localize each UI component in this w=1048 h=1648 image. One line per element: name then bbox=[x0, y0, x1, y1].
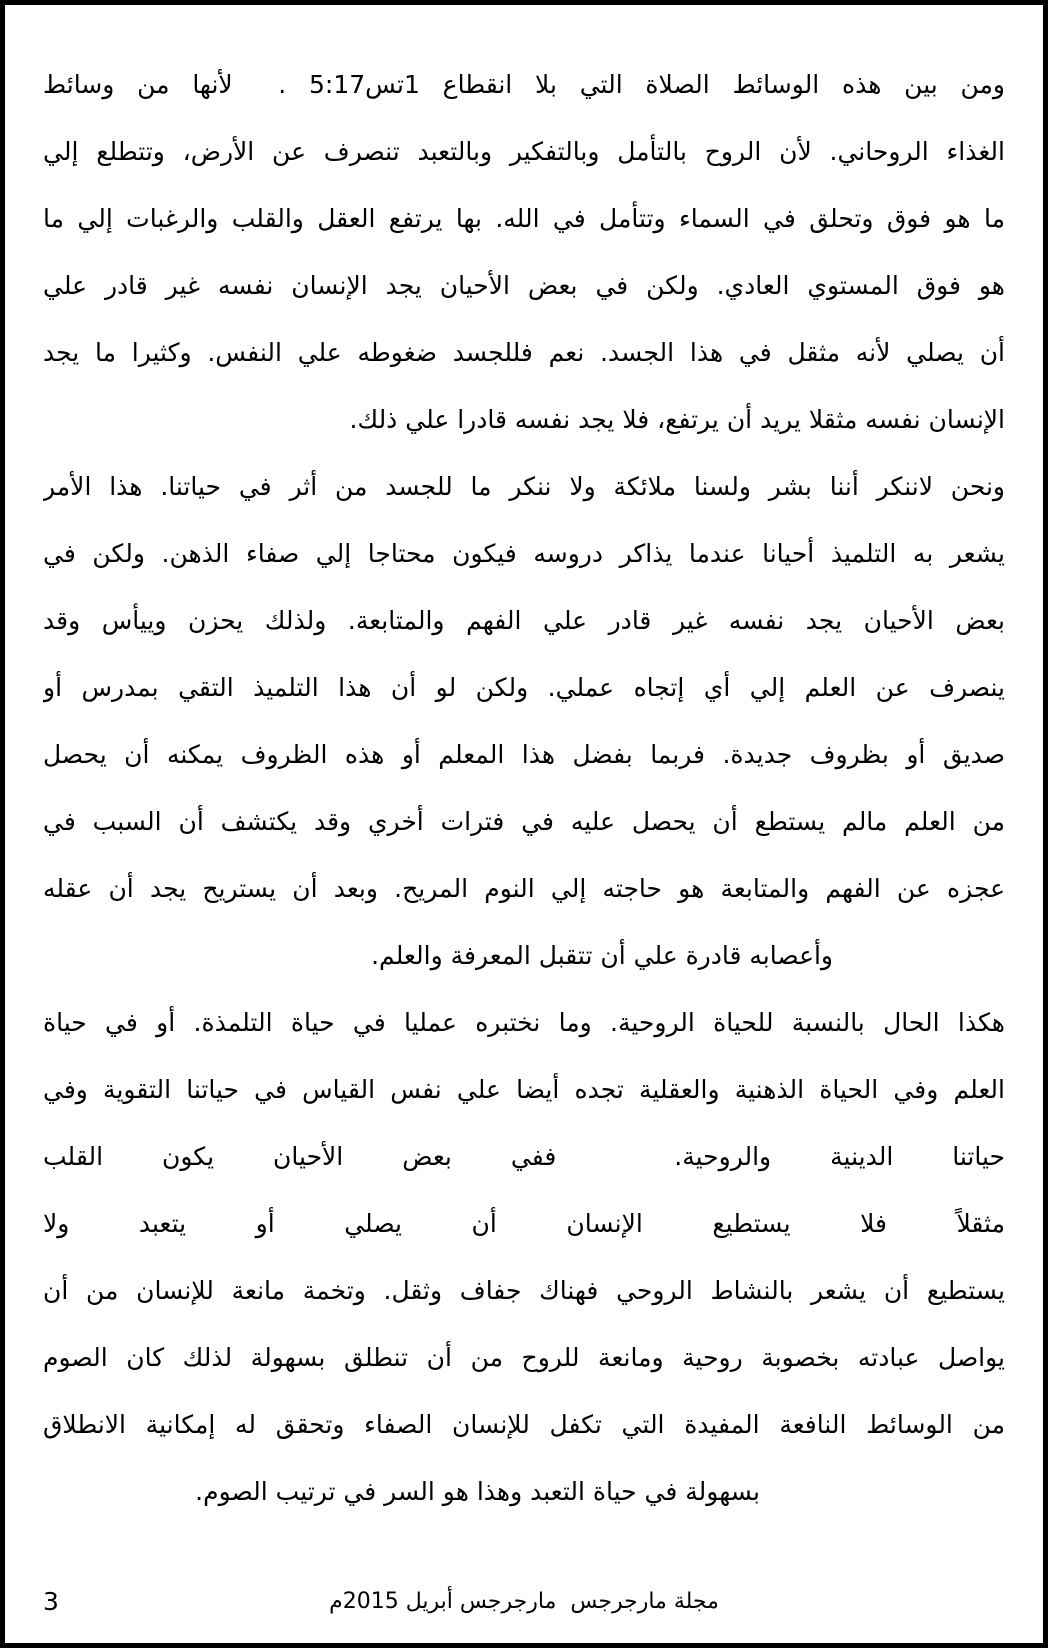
text-line: ومن بين هذه الوسائط الصلاة التي بلا انقطاع 1تس5:17 . لأنها من وسائط bbox=[43, 70, 1005, 99]
text-line: العلم وفي الحياة الذهنية والعقلية تجده أيضا علي نفس القياس في حياتنا التقوية وفي bbox=[43, 1075, 1005, 1104]
text-line: من الوسائط النافعة المفيدة التي تكفل للإنسان الصفاء وتحقق له إمكانية الانطلاق bbox=[43, 1410, 1005, 1439]
text-line: مثقلاً فلا يستطيع الإنسان أن يصلي أو يتعبد ولا bbox=[43, 1209, 1005, 1238]
text-line: بعض الأحيان يجد نفسه غير قادر علي الفهم والمتابعة. ولذلك يحزن وييأس وقد bbox=[43, 606, 1005, 635]
text-line: حياتنا الدينية والروحية. ففي بعض الأحيان يكون القلب bbox=[43, 1142, 1005, 1171]
page-number: 3 bbox=[43, 1587, 59, 1616]
text-line: ونحن لاننكر أننا بشر ولسنا ملائكة ولا ننكر ما للجسد من أثر في حياتنا. هذا الأمر bbox=[43, 472, 1005, 501]
article-body bbox=[43, 51, 1005, 1525]
text-line: يشعر به التلميذ أحيانا عندما يذاكر دروسه فيكون محتاجا إلي صفاء الذهن. ولكن في bbox=[43, 539, 1005, 568]
text-line: صديق أو بظروف جديدة. فربما بفضل هذا المعلم أو هذه الظروف يمكنه أن يحصل bbox=[43, 740, 1005, 769]
text-line: ينصرف عن العلم إلي أي إتجاه عملي. ولكن لو أن هذا التلميذ التقي بمدرس أو bbox=[43, 673, 1005, 702]
text-line: من العلم مالم يستطع أن يحصل عليه في فترات أخري وقد يكتشف أن السبب في bbox=[43, 807, 1005, 836]
text-line: هكذا الحال بالنسبة للحياة الروحية. وما نختبره عمليا في حياة التلمذة. أو في حياة bbox=[43, 1008, 1005, 1037]
text-line: يستطيع أن يشعر بالنشاط الروحي فهناك جفاف وثقل. وتخمة مانعة للإنسان من أن bbox=[43, 1276, 1005, 1305]
text-line: يواصل عبادته بخصوبة روحية ومانعة للروح من أن تنطلق بسهولة لذلك كان الصوم bbox=[43, 1343, 1005, 1372]
text-line: ما هو فوق وتحلق في السماء وتتأمل في الله. بها يرتفع العقل والقلب والرغبات إلي ما bbox=[43, 204, 1005, 233]
text-line: أن يصلي لأنه مثقل في هذا الجسد. نعم فللجسد ضغوطه علي النفس. وكثيرا ما يجد bbox=[43, 338, 1005, 367]
text-line: الإنسان نفسه مثقلا يريد أن يرتفع، فلا يجد نفسه قادرا علي ذلك. bbox=[349, 405, 1005, 434]
text-line: بسهولة في حياة التعبد وهذا هو السر في ترتيب الصوم. bbox=[195, 1477, 760, 1506]
text-line: عجزه عن الفهم والمتابعة هو حاجته إلي النوم المريح. وبعد أن يستريح يجد أن عقله bbox=[43, 874, 1005, 903]
footer-journal-title: مجلة مارجرجس مارجرجس أبريل 2015م bbox=[329, 1589, 719, 1614]
text-line: وأعصابه قادرة علي أن تتقبل المعرفة والعلم. bbox=[371, 941, 833, 970]
text-line: الغذاء الروحاني. لأن الروح بالتأمل وبالتفكير وبالتعبد تنصرف عن الأرض، وتتطلع إلي bbox=[43, 137, 1005, 166]
text-line: هو فوق المستوي العادي. ولكن في بعض الأحيان يجد الإنسان نفسه غير قادر علي bbox=[43, 271, 1005, 300]
